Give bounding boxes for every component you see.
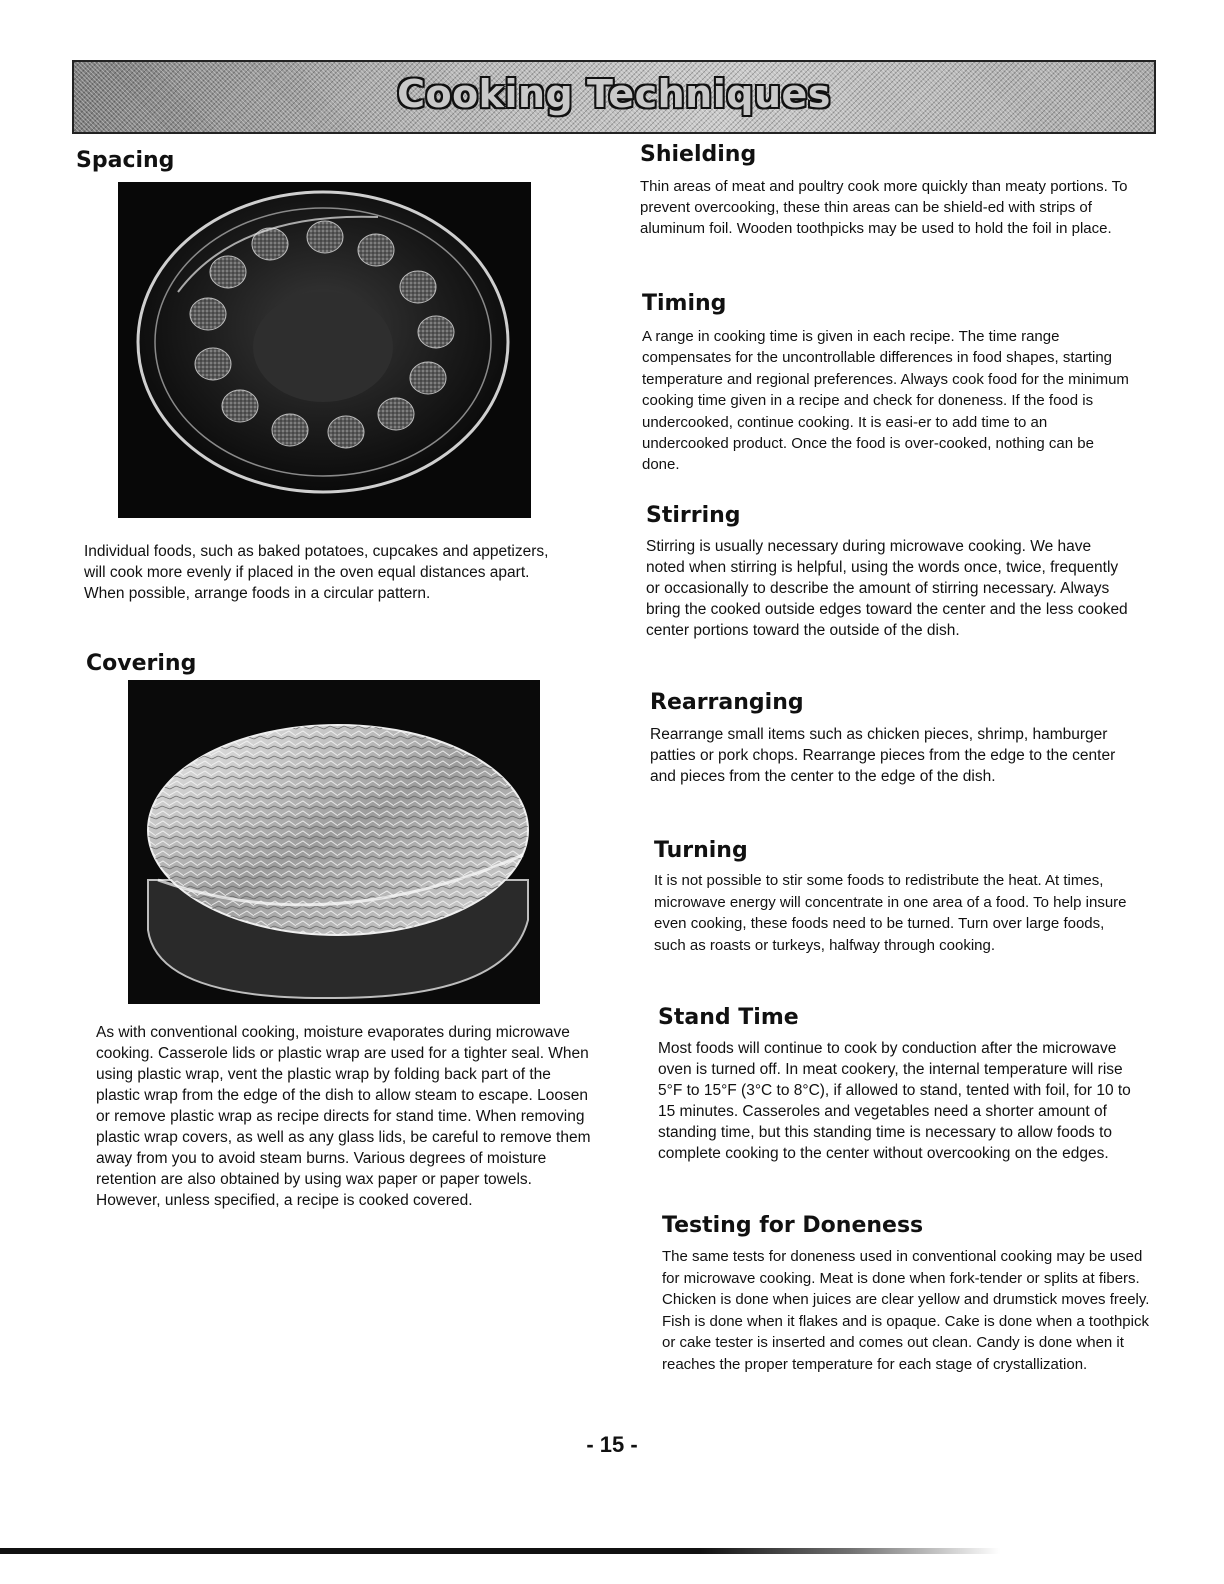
stirring-text: Stirring is usually necessary during microwave cooking. We have noted when stirring is helpful, using the words once, twice, frequently or occasionally to describe the amount of stirring necessary. Always bring the cooked outside edges toward the center and the less cooked center portions toward the outside of the dish. xyxy=(646,538,1128,639)
shielding-text: Thin areas of meat and poultry cook more quickly than meaty portions. To prevent overcooking, these thin areas can be shield-ed with strips of aluminum foil. Wooden toothpicks may be used to hold the foil in place. xyxy=(640,178,1128,237)
page-banner xyxy=(72,60,1156,134)
spacing-heading: Spacing xyxy=(76,148,175,173)
timing-text: A range in cooking time is given in each recipe. The time range compensates for the uncontrollable differences in food shapes, starting temperature and regional preferences. Always cook food for the minimum cooking time given in a recipe and check for doneness. If the food is undercooked, continue cooking. It is easi-er to add time to an undercooked product. Once the food is over-cooked, nothing can be done. xyxy=(642,328,1129,474)
footer-rule xyxy=(0,1548,1000,1554)
covering-text: As with conventional cooking, moisture evaporates during microwave cooking. Casserole lids or plastic wrap are used for a tighter seal. When using plastic wrap, vent the plastic wrap by folding back part of the plastic wrap from the edge of the dish to allow steam to escape. Loosen or remove plastic wrap as recipe directs for stand time. When removing plastic wrap covers, as well as any glass lids, be careful to remove them away from you to avoid steam burns. Various degrees of moisture retention are also obtained by using wax paper or paper towels. However, unless specified, a recipe is cooked covered. xyxy=(96,1024,591,1209)
stand-time-heading: Stand Time xyxy=(658,1005,799,1030)
testing-heading: Testing for Doneness xyxy=(662,1213,924,1238)
spacing-photo xyxy=(118,182,531,518)
page-number: - 15 - xyxy=(586,1432,638,1457)
timing-heading: Timing xyxy=(642,291,727,316)
rearranging-text: Rearrange small items such as chicken pieces, shrimp, hamburger patties or pork chops. Rearrange pieces from the edge to the center and pieces from the center to the edge of the dish. xyxy=(650,726,1116,785)
spacing-text: Individual foods, such as baked potatoes, cupcakes and appetizers, will cook more evenly if placed in the oven equal distances apart. When possible, arrange foods in a circular pattern. xyxy=(84,543,549,602)
page-title: Cooking Techniques xyxy=(397,72,831,116)
turning-text: It is not possible to stir some foods to redistribute the heat. At times, microwave energy will concentrate in one area of a food. To help insure even cooking, these foods need to be turned. Turn over large foods, such as roasts or turkeys, halfway through cooking. xyxy=(654,872,1127,954)
covering-photo xyxy=(128,680,540,1004)
turning-heading: Turning xyxy=(654,838,748,863)
shielding-heading: Shielding xyxy=(640,142,757,167)
testing-text: The same tests for doneness used in conventional cooking may be used for microwave cooking. Meat is done when fork-tender or splits at fibers. Chicken is done when juices are clear yellow and drumstick moves freely. Fish is done when it flakes and is opaque. Cake is done when a toothpick or cake tester is inserted and comes out clean. Candy is done when it reaches the proper temperature for each stage of crystallization. xyxy=(662,1248,1150,1373)
stirring-heading: Stirring xyxy=(646,503,741,528)
rearranging-heading: Rearranging xyxy=(650,690,804,715)
covering-heading: Covering xyxy=(86,651,197,676)
stand-time-text: Most foods will continue to cook by conduction after the microwave oven is turned off. In meat cookery, the internal temperature will rise 5°F to 15°F (3°C to 8°C), if allowed to stand, tented with foil, for 10 to 15 minutes. Casseroles and vegetables need a shorter amount of standing time, but this standing time is necessary to allow foods to complete cooking to the center without overcooking on the edges. xyxy=(658,1040,1131,1162)
